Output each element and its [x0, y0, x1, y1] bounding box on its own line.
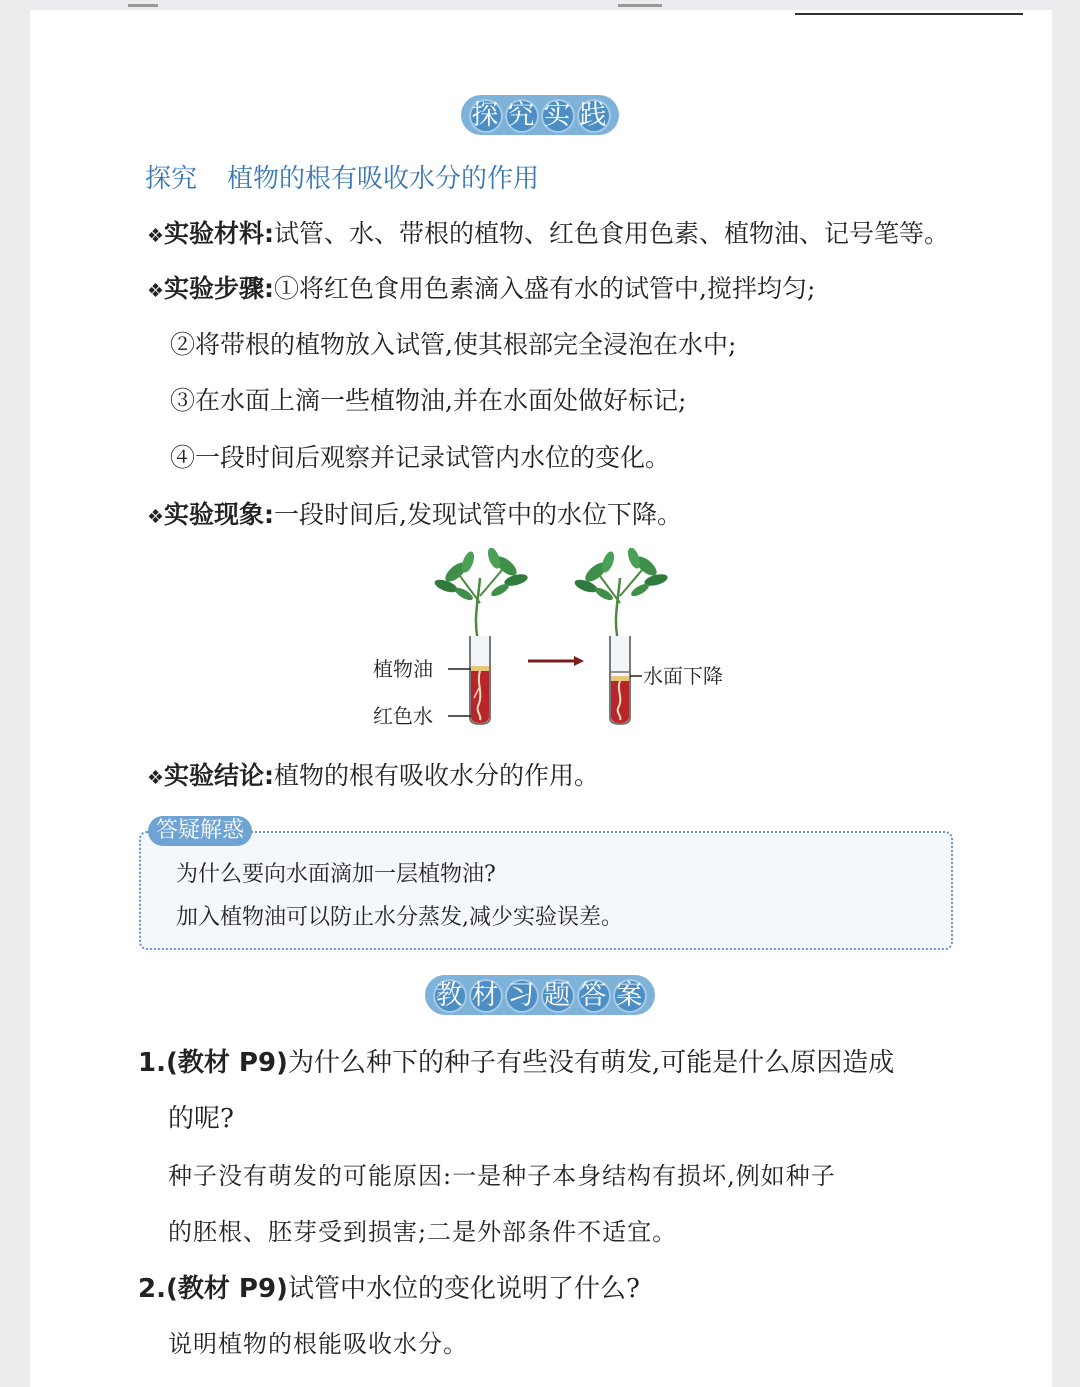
exercise-question-text: 试管中水位的变化说明了什么?	[287, 1274, 640, 1304]
answers-title-char: 材	[469, 979, 503, 1013]
section-title-char: 践	[577, 99, 611, 133]
answers-title-char: 答	[577, 979, 611, 1013]
step-item: ②将带根的植物放入试管,使其根部完全浸泡在水中;	[170, 330, 737, 359]
section-title	[0, 95, 1080, 135]
step-item: ④一段时间后观察并记录试管内水位的变化。	[170, 443, 671, 472]
step-item: ①将红色食用色素滴入盛有水的试管中,搅拌均匀;	[274, 274, 816, 303]
exercise-question-text: 的呢?	[168, 1104, 234, 1134]
label-red-water: 红色水	[373, 704, 433, 728]
section-title-char: 实	[541, 99, 575, 133]
diamond-bullet-icon: ❖	[147, 767, 165, 789]
conclusion-text: 植物的根有吸收水分的作用。	[274, 761, 600, 790]
exercise-answer-text: 说明植物的根能吸收水分。	[168, 1330, 468, 1358]
exercise-number: 2.	[138, 1274, 166, 1304]
steps-line	[147, 269, 815, 305]
qa-answer: 加入植物油可以防止水分蒸发,减少实验误差。	[176, 905, 623, 930]
diamond-bullet-icon: ❖	[147, 280, 165, 302]
section-title-char: 究	[505, 99, 539, 133]
inquiry-title: 植物的根有吸收水分的作用	[227, 164, 540, 194]
inquiry-label: 探究	[145, 164, 198, 194]
arrow-right-icon	[528, 656, 584, 666]
answers-title-char: 习	[505, 979, 539, 1013]
materials-text: 试管、水、带根的植物、红色食用色素、植物油、记号笔等。	[274, 219, 950, 248]
qa-tag: 答疑解惑	[148, 816, 252, 846]
exercise-question-text: 为什么种下的种子有些没有萌发,可能是什么原因造成	[287, 1048, 895, 1078]
exercise-2-question	[138, 1268, 640, 1305]
answers-title-char: 教	[433, 979, 467, 1013]
scan-mark	[618, 4, 662, 7]
label-oil: 植物油	[373, 657, 433, 681]
materials-label: 实验材料:	[164, 219, 275, 248]
header-rule	[795, 13, 1023, 15]
label-water-drop: 水面下降	[643, 664, 723, 688]
answers-title-pill	[425, 975, 655, 1015]
steps-label: 实验步骤:	[164, 274, 275, 303]
inquiry-heading	[145, 158, 539, 195]
step-item: ③在水面上滴一些植物油,并在水面处做好标记;	[170, 386, 687, 415]
exercise-number: 1.	[138, 1048, 166, 1078]
test-tube-after	[610, 636, 630, 724]
exercise-ref: (教材 P9)	[165, 1048, 288, 1078]
exercise-answer-text: 种子没有萌发的可能原因:一是种子本身结构有损坏,例如种子	[168, 1162, 836, 1190]
exercise-ref: (教材 P9)	[165, 1274, 288, 1304]
phenomenon-text: 一段时间后,发现试管中的水位下降。	[274, 500, 682, 529]
exercise-1-question	[138, 1042, 894, 1079]
answers-title-char: 案	[613, 979, 647, 1013]
conclusion-line	[147, 756, 599, 792]
answers-title-char: 题	[541, 979, 575, 1013]
diamond-bullet-icon: ❖	[147, 225, 165, 247]
materials-line	[147, 214, 949, 250]
scan-mark	[128, 4, 158, 7]
phenomenon-line	[147, 495, 682, 531]
qa-question: 为什么要向水面滴加一层植物油?	[176, 862, 496, 887]
answers-title	[0, 975, 1080, 1015]
exercise-answer-text: 的胚根、胚芽受到损害;二是外部条件不适宜。	[168, 1218, 678, 1246]
diamond-bullet-icon: ❖	[147, 506, 165, 528]
qa-box	[139, 831, 953, 950]
phenomenon-label: 实验现象:	[164, 500, 275, 529]
test-tube-before	[470, 636, 490, 724]
section-title-char: 探	[469, 99, 503, 133]
experiment-figure	[360, 548, 760, 733]
conclusion-label: 实验结论:	[164, 761, 275, 790]
section-title-pill	[461, 95, 619, 135]
